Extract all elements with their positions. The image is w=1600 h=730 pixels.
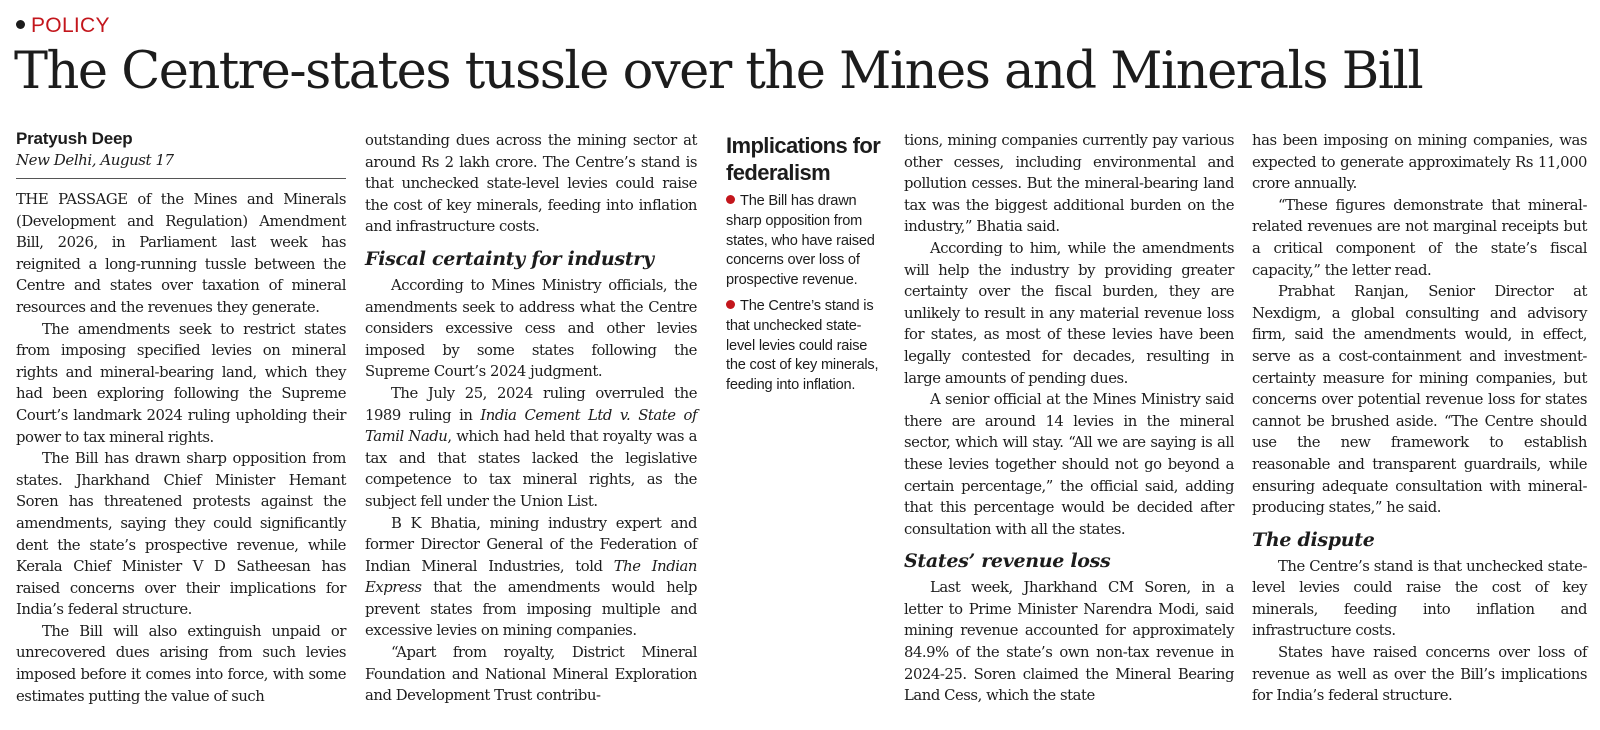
paragraph: “These figures demonstrate that mineral-related revenues are not marginal receipts but a critical component of the state’s fiscal capacity,” the letter read. [1252, 196, 1587, 279]
sidebar-title: Implications for federalism [726, 133, 881, 185]
byline-rule [16, 178, 346, 179]
paragraph: “Apart from royalty, District Mineral Foundation and National Mineral Exploration and Development Trust contribu- [365, 644, 697, 705]
section-tag [16, 14, 110, 38]
subhead-dispute: The dispute [1252, 528, 1375, 551]
sidebar-item-text: The Bill has drawn sharp opposition from states, who have raised concerns over loss of prospective revenue. [726, 193, 875, 289]
red-bullet-icon [726, 300, 735, 309]
sidebar-box [726, 132, 884, 402]
subhead-fiscal-certainty: Fiscal certainty for industry [365, 247, 654, 270]
paragraph [365, 383, 697, 513]
byline-author: Pratyush Deep [16, 129, 133, 148]
headline: The Centre-states tussle over the Mines and Minerals Bill [14, 42, 1423, 101]
text-run: , which had held that royalty was a tax and that states lacked the legislative competence to tax mineral rights, as the subject fell under the Union List. [365, 428, 697, 510]
red-bullet-icon [726, 195, 735, 204]
paragraph [365, 513, 697, 643]
article-column-1 [16, 128, 346, 707]
case-name: India Cement Ltd v. State of Tamil Nadu [365, 406, 697, 446]
subhead-revenue-loss: States’ revenue loss [904, 550, 1111, 573]
paragraph: According to Mines Ministry officials, the amendments seek to address what the Centre considers excessive cess and other levies imposed by some states following the Supreme Court’s 2024 judgment. [365, 276, 697, 381]
paragraph: outstanding dues across the mining sector at around Rs 2 lakh crore. The Centre’s stand is that unchecked state-level levies could raise the cost of key minerals, feeding into inflation and infrastructure costs. [365, 132, 697, 236]
paragraph: THE PASSAGE of the Mines and Minerals (Development and Regulation) Amendment Bill, 2026, in Parliament last week has reignited a long-running tussle between the Centre and states over taxation of mineral resources and the revenues they generate. [16, 191, 346, 316]
paragraph: has been imposing on mining companies, was expected to generate approximately Rs 11,000 crore annually. [1252, 132, 1587, 193]
sidebar-item [726, 297, 884, 396]
paragraph: Prabhat Ranjan, Senior Director at Nexdigm, a global consulting and advisory firm, said the amendments would, in effect, serve as a cost-containment and investment-certainty measure for mining companies, but concerns over potential revenue loss for states cannot be brushed aside. “The Centre should use the new framework to establish reasonable and transparent guardrails, while ensuring adequate consultation with mineral-producing states,” he said. [1252, 283, 1587, 517]
text-run: The July 25, 2024 ruling overruled the 1989 ruling in [365, 384, 697, 424]
section-label: POLICY [31, 14, 110, 37]
paragraph: A senior official at the Mines Ministry said there are around 14 levies in the mineral sector, which will stay. “All we are saying is all these levies together should not go beyond a certain percentage,” the official said, adding that this percentage would be decided after consultation with all the states. [904, 391, 1234, 538]
article-column-2 [365, 130, 697, 707]
paragraph: The Bill will also extinguish unpaid or unrecovered dues arising from such levies imposed before it comes into force, with some estimates putting the value of such [16, 622, 346, 705]
paragraph: The amendments seek to restrict states from imposing specified levies on mineral rights and mineral-bearing land, which they had been exploring following the Supreme Court’s landmark 2024 ruling upholding their power to tax mineral rights. [16, 320, 346, 446]
paragraph: tions, mining companies currently pay various other cesses, including environmental and pollution cesses. But the mineral-bearing land tax was the biggest additional burden on the industry,” Bhatia said. [904, 132, 1234, 236]
article-column-5 [1252, 130, 1587, 707]
sidebar-item-text: The Centre’s stand is that unchecked state-level levies could raise the cost of key minerals, feeding into inflation. [726, 297, 879, 394]
sidebar-item [726, 192, 884, 291]
article-column-4 [904, 130, 1234, 707]
publication-name: The Indian Express [365, 557, 697, 597]
paragraph: Last week, Jharkhand CM Soren, in a letter to Prime Minister Narendra Modi, said mining revenue accounted for approximately 84.9% of the state’s own non-tax revenue in 2024-25. Soren claimed the Mineral Bearing Land Cess, which the state [904, 579, 1234, 705]
byline-dateline: New Delhi, August 17 [16, 151, 174, 169]
text-run: that the amendments would help prevent states from imposing multiple and excessive levies on mining companies. [365, 579, 697, 640]
bullet-icon [16, 20, 25, 29]
paragraph: The Bill has drawn sharp opposition from states. Jharkhand Chief Minister Hemant Soren has threatened protests against the amendments, saying they could significantly dent the state’s prospective revenue, while Kerala Chief Minister V D Satheesan has raised concerns over their implications for India’s federal structure. [16, 450, 346, 619]
text-run: B K Bhatia, mining industry expert and former Director General of the Federation of Indian Mineral Industries, told [365, 514, 697, 575]
paragraph: According to him, while the amendments will help the industry by providing greater certainty over the fiscal burden, they are unlikely to result in any material revenue loss for states, as most of these levies have been legally contested for decades, resulting in large amounts of pending dues. [904, 239, 1234, 387]
paragraph: The Centre’s stand is that unchecked state-level levies could raise the cost of key minerals, feeding into inflation and infrastructure costs. [1252, 557, 1587, 640]
paragraph: States have raised concerns over loss of revenue as well as over the Bill’s implications for India’s federal structure. [1252, 644, 1587, 705]
